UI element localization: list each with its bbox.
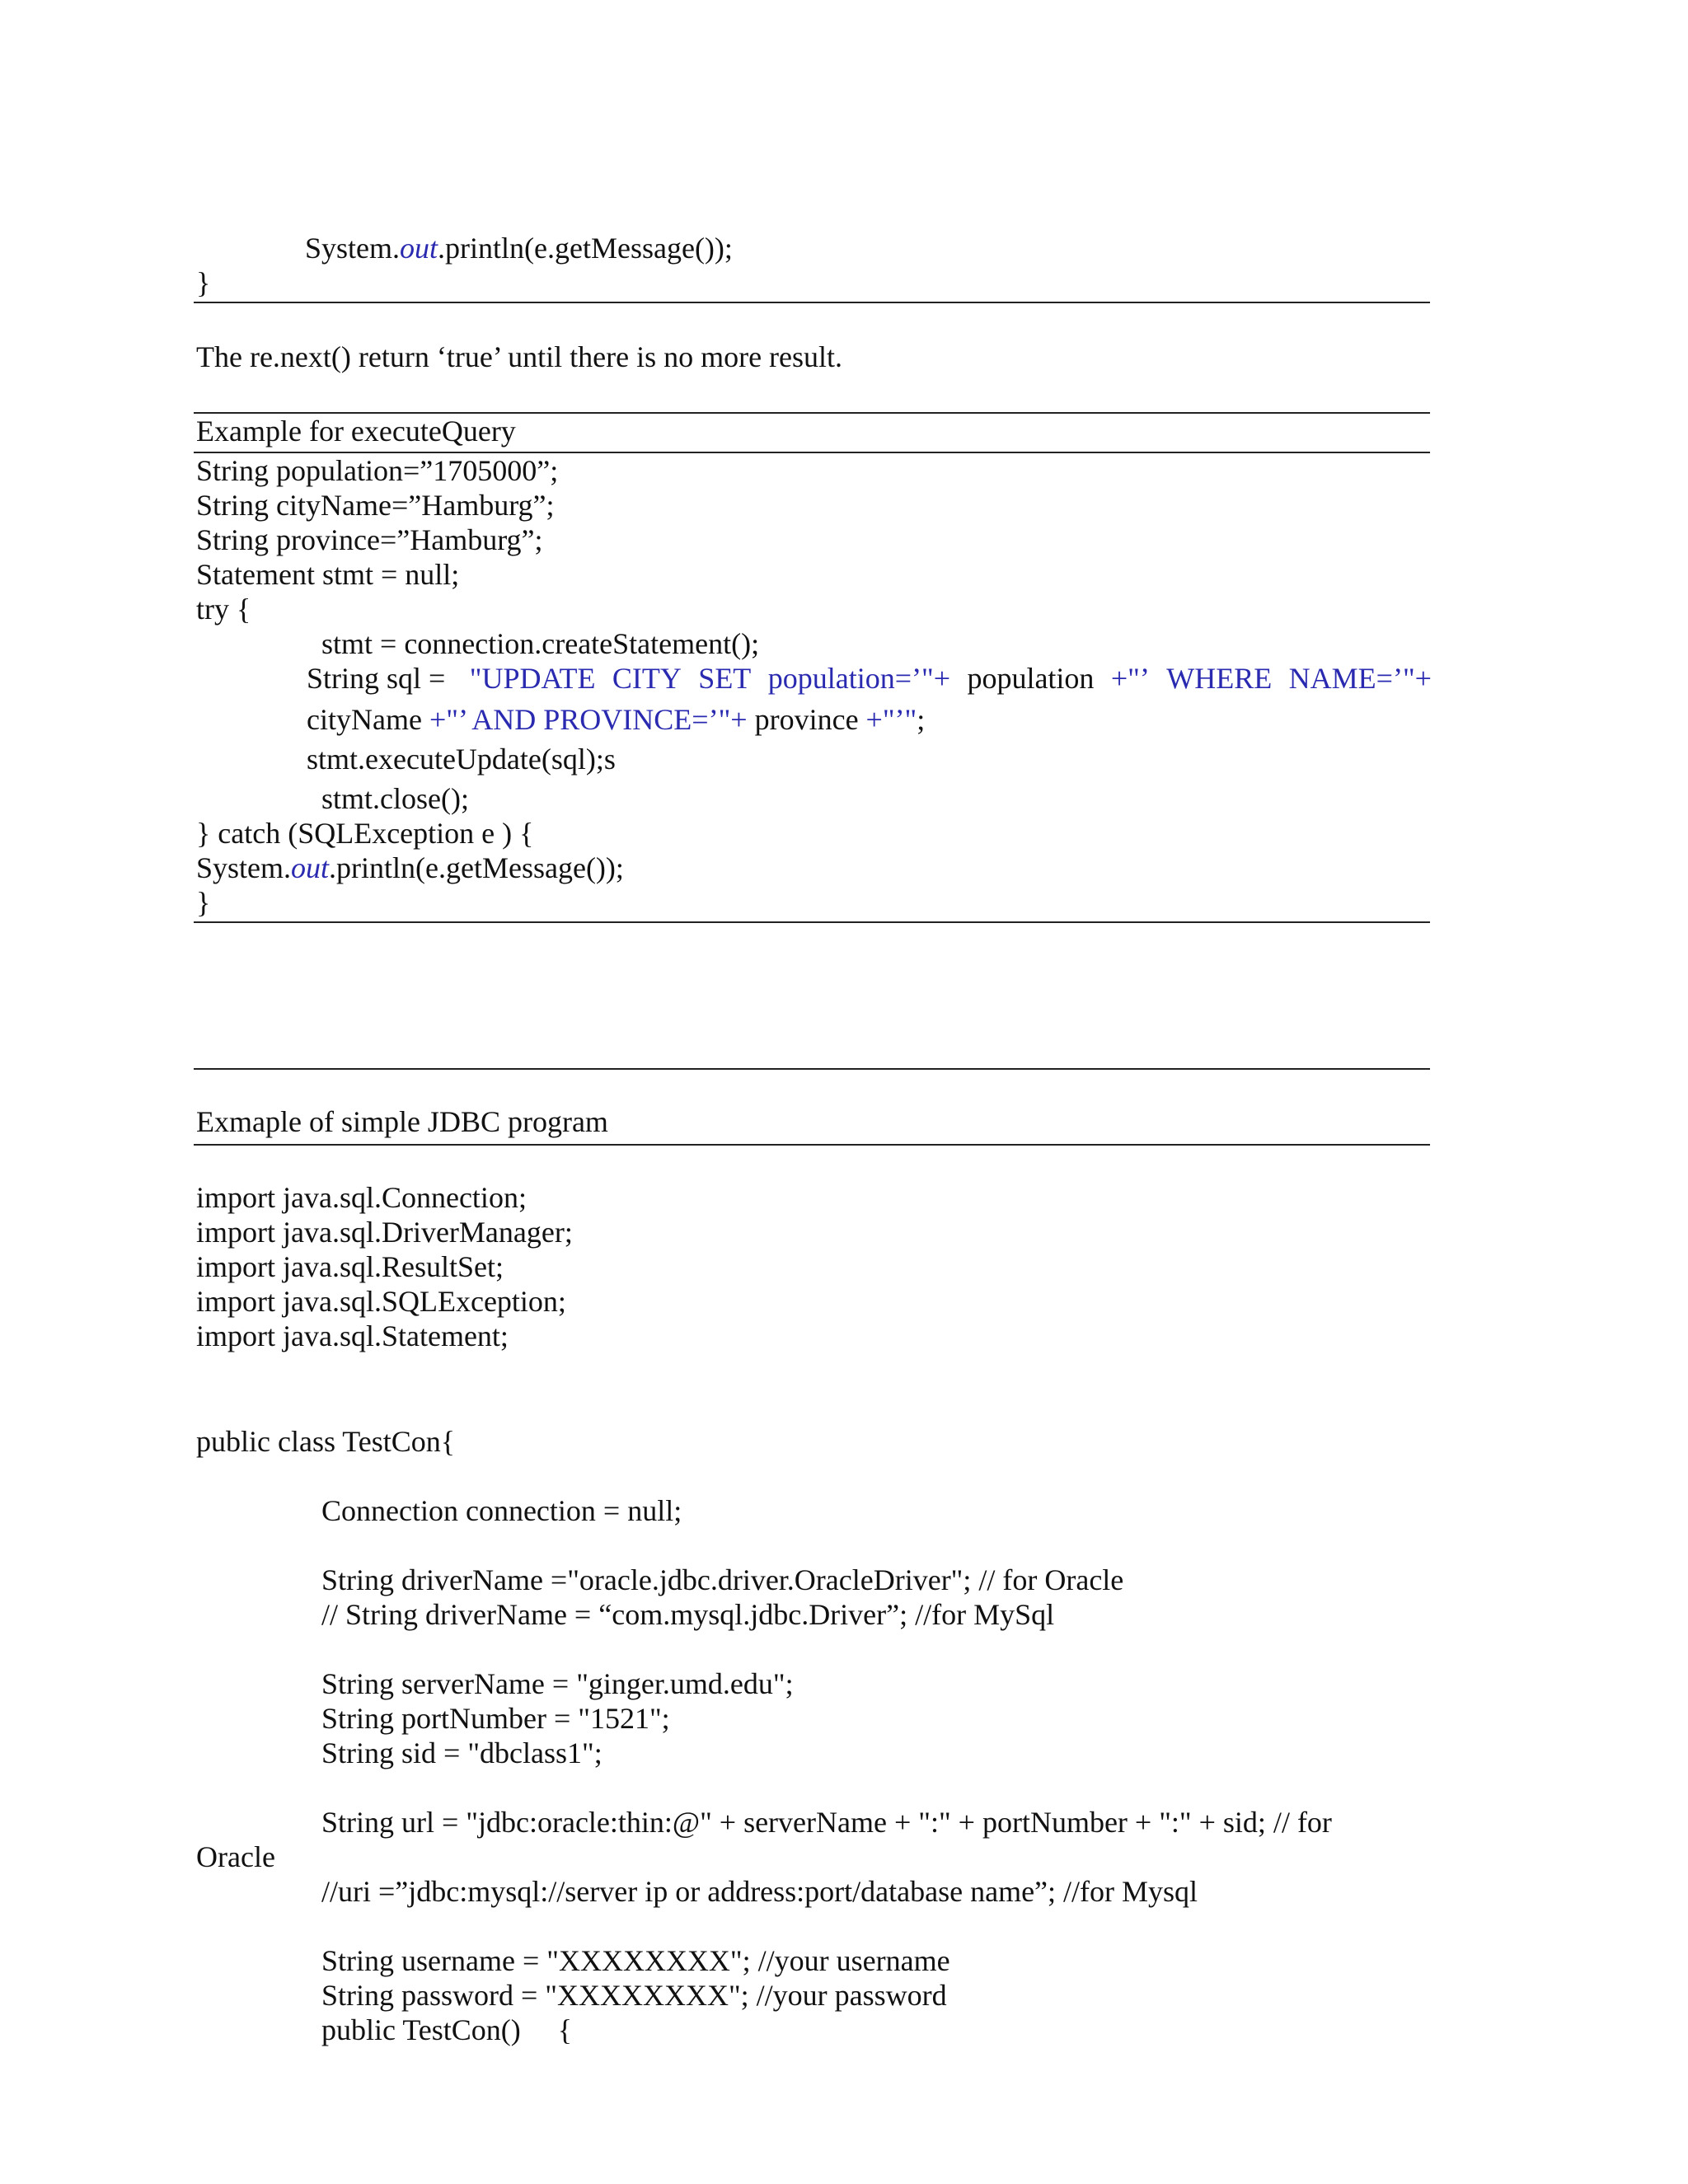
code-line: String portNumber = "1521"; <box>321 1702 670 1735</box>
string-literal: NAME=’"+ <box>1288 662 1432 695</box>
code-line: String sid = "dbclass1"; <box>321 1736 603 1769</box>
class-declaration: public class TestCon{ <box>196 1425 456 1458</box>
import-line: import java.sql.ResultSet; <box>196 1250 504 1283</box>
code-line: //uri =”jdbc:mysql://server ip or address:port/database name”; //for Mysql <box>321 1875 1198 1908</box>
code-line: String serverName = "ginger.umd.edu"; <box>321 1667 794 1700</box>
code-line: } catch (SQLException e ) { <box>196 817 534 850</box>
divider <box>194 921 1430 923</box>
code-line: stmt.close(); <box>321 782 469 815</box>
keyword-out: out <box>291 851 330 884</box>
string-literal: +"’ AND PROVINCE=’"+ <box>429 703 748 736</box>
string-literal: +"’ <box>1110 662 1150 695</box>
code-line-wrap: Oracle <box>196 1840 275 1873</box>
code-line-sql-continued: cityName +"’ AND PROVINCE=’"+ province +"’"; <box>307 703 926 736</box>
divider <box>194 1144 1430 1146</box>
import-line: import java.sql.SQLException; <box>196 1285 566 1318</box>
code-line: Statement stmt = null; <box>196 558 460 591</box>
code-line: } <box>196 886 211 919</box>
code-line: Connection connection = null; <box>321 1494 682 1527</box>
code-line: String province=”Hamburg”; <box>196 523 543 556</box>
code-line: String population=”1705000”; <box>196 454 559 487</box>
import-line: import java.sql.DriverManager; <box>196 1216 573 1249</box>
code-line: // String driverName = “com.mysql.jdbc.Driver”; //for MySql <box>321 1598 1055 1631</box>
code-token: String sql = <box>307 662 453 695</box>
code-line: String driverName ="oracle.jdbc.driver.OracleDriver"; // for Oracle <box>321 1563 1124 1596</box>
code-line: System.out.println(e.getMessage()); <box>305 232 733 265</box>
import-line: import java.sql.Connection; <box>196 1181 527 1214</box>
code-line: public TestCon() { <box>321 2013 573 2046</box>
section-heading: Exmaple of simple JDBC program <box>196 1105 608 1138</box>
string-literal: "UPDATE <box>469 662 596 695</box>
string-literal: population=’"+ <box>767 662 951 695</box>
import-line: import java.sql.Statement; <box>196 1319 509 1352</box>
code-line: String cityName=”Hamburg”; <box>196 489 555 522</box>
keyword-out: out <box>400 232 438 265</box>
code-line: } <box>196 266 211 299</box>
section-heading: Example for executeQuery <box>196 415 516 448</box>
body-paragraph: The re.next() return ‘true’ until there is no more result. <box>196 340 843 373</box>
divider <box>194 1068 1430 1070</box>
code-line: stmt = connection.createStatement(); <box>321 627 760 660</box>
code-line: String password = "XXXXXXXX"; //your password <box>321 1979 947 2012</box>
code-line: String username = "XXXXXXXX"; //your username <box>321 1944 950 1977</box>
code-line: try { <box>196 593 251 626</box>
string-literal: +"’" <box>865 703 917 736</box>
code-line: String url = "jdbc:oracle:thin:@" + serverName + ":" + portNumber + ":" + sid; // for <box>321 1806 1332 1839</box>
code-line: System.out.println(e.getMessage()); <box>196 851 624 884</box>
code-line-sql <box>307 661 1432 696</box>
string-literal: SET <box>698 662 752 695</box>
divider <box>194 302 1430 303</box>
string-literal: CITY <box>612 662 682 695</box>
string-literal: WHERE <box>1166 662 1273 695</box>
code-token: population <box>967 662 1095 695</box>
code-line: stmt.executeUpdate(sql);s <box>307 743 616 776</box>
